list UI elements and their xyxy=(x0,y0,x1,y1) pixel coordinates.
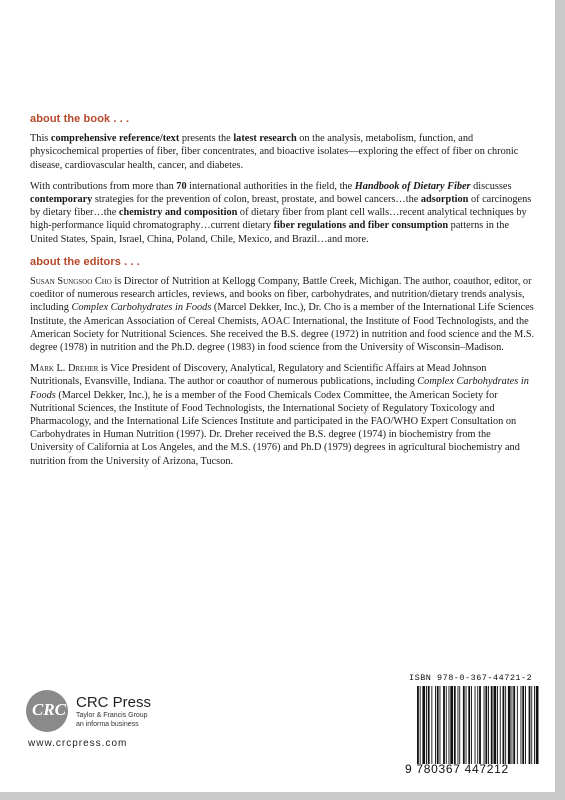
editor-2-bio: Mark L. Dreher is Vice President of Discovery, Analytical, Regulatory and Scientific Affairs at Mead Johnson Nutritionals, Evansville, Indiana. The author or coauthor of numerous publications, including Complex Carbohydrates in Foods (Marcel Dekker, Inc.), he is a member of the Food Chemicals Codex Committee, the American Society for Nutritional Sciences, the Institute of Food Technologists, the International Society of Regulatory Toxicology and Pharmacology, and the International Life Sciences Institute and participated in the FAO/WHO Expert Consultation on Carbohydrates in Human Nutrition (1997). Dr. Dreher received the B.S. degree (1974) in biochemistry from the University of California at Los Angeles, and the M.S. (1976) and Ph.D (1979) degrees in agricultural biochemistry and nutrition from the University of Arizona, Tucson. xyxy=(30,363,529,467)
publisher-website: www.crcpress.com xyxy=(28,738,128,749)
isbn-label: ISBN 978-0-367-44721-2 xyxy=(409,673,533,683)
top-blank-area xyxy=(0,0,565,100)
publisher-parent: an informa business xyxy=(76,721,139,728)
about-book-heading: about the book . . . xyxy=(30,113,130,125)
about-editors-heading: about the editors . . . xyxy=(30,255,140,268)
about-book-paragraph-1: This comprehensive reference/text presents the latest research on the analysis, metabolism, function, and physicochemical properties of fiber, fiber concentrates, and bioactive isolates—exploring the effect of fiber on chronic disease, cardiovascular health, cancer, and diabetes. xyxy=(30,133,519,171)
bottom-edge-band xyxy=(0,792,565,800)
editor-1-name: Susan Sungsoo Cho xyxy=(30,276,112,288)
isbn-barcode-block xyxy=(405,672,545,780)
publisher-group: Taylor & Francis Group xyxy=(76,712,148,719)
right-edge-band xyxy=(555,0,565,800)
barcode-digits: 9 780367 447212 xyxy=(405,762,509,776)
editor-2-name: Mark L. Dreher xyxy=(30,363,99,375)
crc-logo-icon: CRC xyxy=(26,690,68,732)
about-book-paragraph-2: With contributions from more than 70 international authorities in the field, the Handbook of Dietary Fiber discusses contemporary strategies for the prevention of colon, breast, prostate, and bowel cancers…the adsorption of carcinogens by dietary fiber…the chemistry and composition of dietary fiber from plant cell walls…recent analytical techniques by high-performance liquid chromatography…current dietary fiber regulations and fiber consumption patterns in the United States, Spain, Israel, China, Poland, Chile, Mexico, and Brazil…and more. xyxy=(30,180,532,245)
barcode xyxy=(415,686,539,764)
publisher-name: CRC Press xyxy=(76,694,152,711)
editor-1-bio: Susan Sungsoo Cho is Director of Nutrition at Kellogg Company, Battle Creek, Michigan. The author, coauthor, editor, or coeditor of numerous research articles, reviews, and books on fiber, carbohydrates, and nutrition/dietary trends analysis, including Complex Carbohydrates in Foods (Marcel Dekker, Inc.), Dr. Cho is a member of the International Life Sciences Institute, the American Association of Cereal Chemists, AOAC International, the Institute of Food Technologists, and the American Society for Nutritional Sciences. She received the B.S. degree (1972) in nutrition and food science and the M.S. degree (1978) in nutrition and the Ph.D. degree (1983) in food science from the University of Wisconsin–Madison. xyxy=(30,276,535,354)
back-cover-text xyxy=(30,113,535,476)
